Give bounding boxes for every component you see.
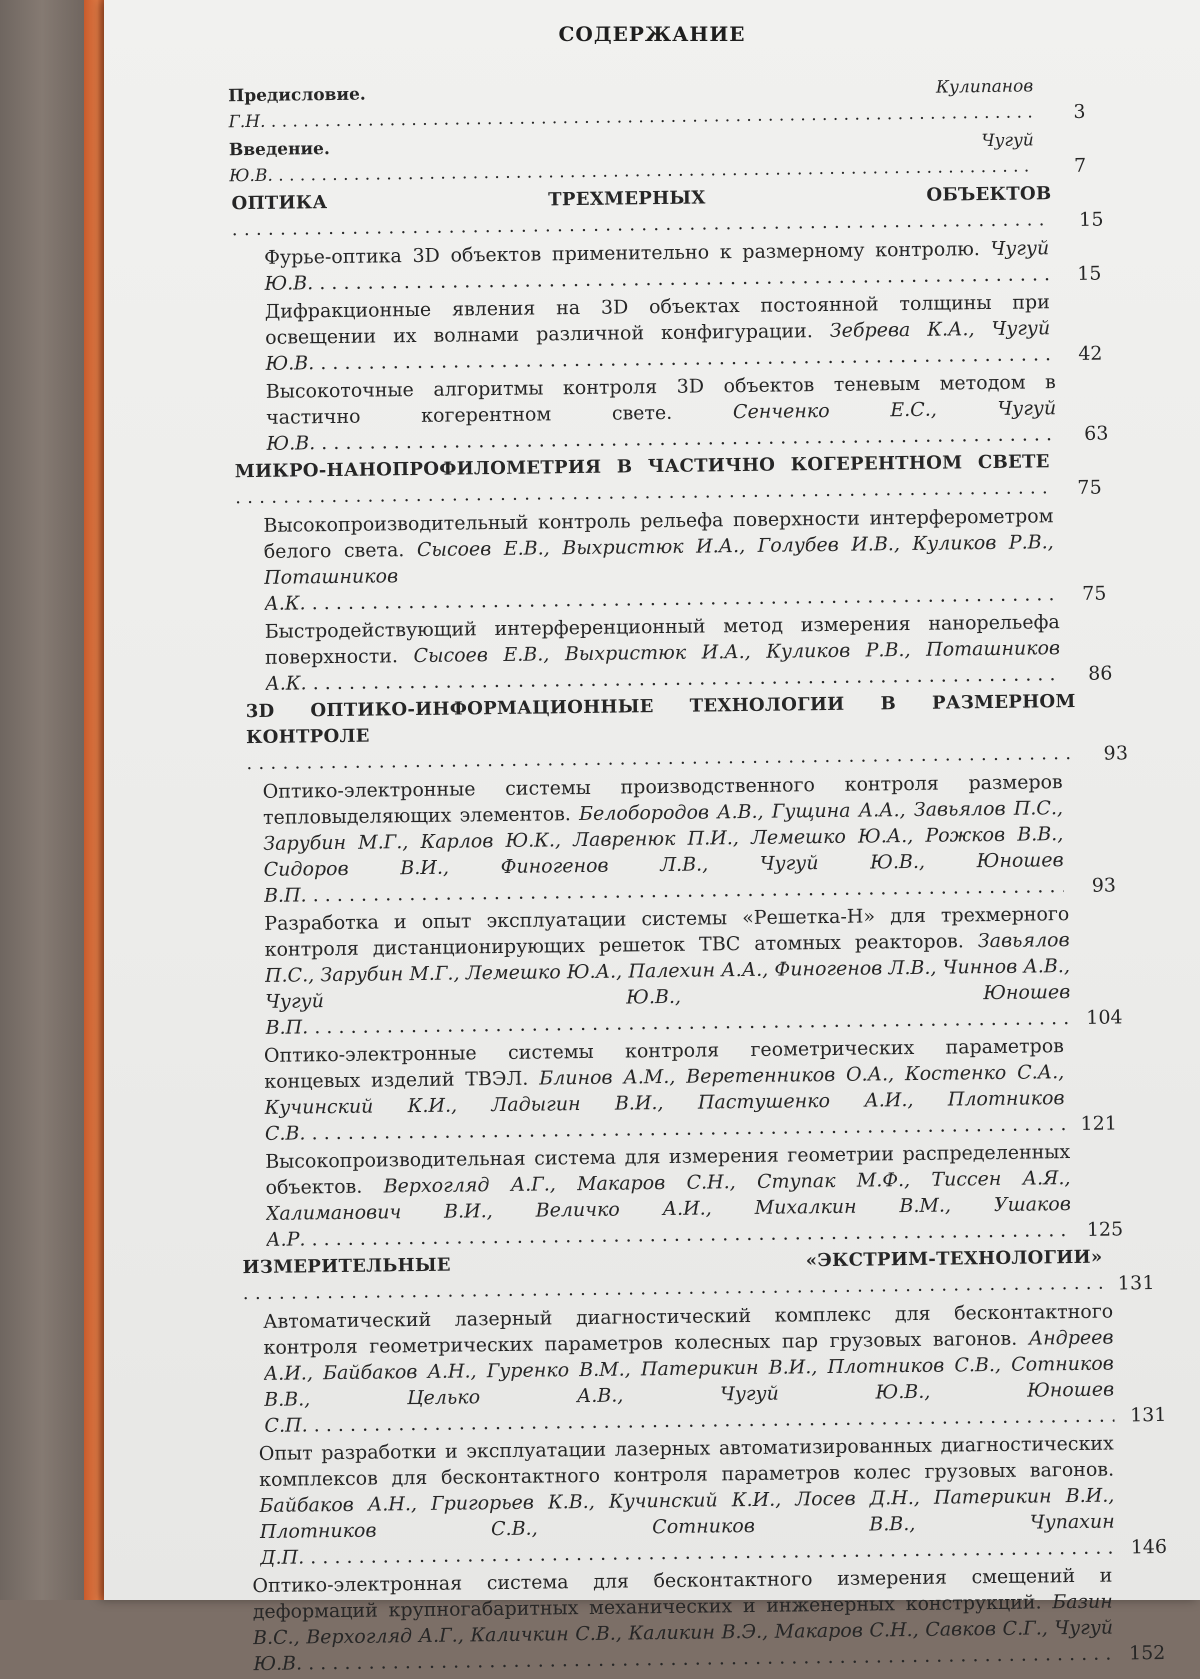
toc-entry [266,369,1109,457]
toc-entry-text [264,1033,1065,1147]
toc-entry-authors: Андреев А.И., Байбаков А.Н., Гуренко В.М., Патерикин В.И., Плотников С.В., Сотников В.В., Целько А.В., Чугуй Ю.В., Юношев С.П. . . . [264,1327,1115,1437]
toc-entry [228,73,1086,135]
toc-entry-authors: Белобородов А.В., Гущина А.А., Завьялов П.С., Зарубин М.Г., Карлов Ю.К., Лавренюк П.И., Лемешко Ю.А., Рожков В.В., Сидоров В.И., Финогенов Л.В., Чугуй Ю.В., Юношев В.П. . . . [263,797,1064,907]
toc-page-number: 131 [1117,1272,1155,1295]
toc-entry-authors: Зебрева К.А., Чугуй Ю.В. . . . [265,317,1050,375]
toc-section-heading [242,1244,1155,1307]
toc-entry [263,768,1117,908]
toc-entry [259,1430,1168,1571]
toc-entry-authors: Верхогляд А.Г., Макаров С.Н., Ступак М.Ф., Тиссен А.Я., Халиманович В.И., Величко А.И., Михалкин В.М., Ушаков А.Р. . . . [266,1167,1072,1251]
toc-entry-authors: Сысоев Е.В., Выхристюк И.А., Куликов Р.В., Поташников А.К. . . . [265,637,1060,695]
toc-page-number: 86 [1088,662,1113,685]
toc-entry [252,1562,1165,1677]
toc-entry-text [263,503,1054,617]
toc-entry-authors: Чугуй Ю.В. . . . [264,237,1049,295]
toc-entry-title: Разработка и опыт эксплуатации системы «Решетка-Н» для трехмерного контроля дистанционирующих решеток ТВС атомных реакторов. [264,903,1070,961]
toc-entry-title: Оптико-электронная система для бесконтактного измерения смещений и деформаций крупногабаритных механических и инженерных конструкций. [252,1564,1113,1624]
toc-entry-title: Высокопроизводительный контроль рельефа поверхности интерфеpометром белого света. [263,505,1054,563]
toc-entry-text [246,689,1077,777]
toc-entry-title: 3D ОПТИКО-ИНФОРМАЦИОННЫЕ ТЕХНОЛОГИИ В РАЗМЕРНОМ КОНТРОЛЕ [245,690,1076,749]
toc-entry [229,127,1087,189]
toc-entry-authors: Сысоев Е.В., Выхристюк И.А., Голубев И.В., Куликов Р.В., Поташников А.К. . . . [264,531,1055,615]
toc-entry-authors: Чугуй Ю.В. . . . [229,130,1034,186]
book-page [104,0,1200,1676]
toc-page-number: 93 [1091,874,1117,897]
toc-entry-text [252,1563,1113,1677]
toc-entry [264,235,1102,297]
toc-page-number: 125 [1086,1218,1124,1241]
toc-entry-title: Введение. [228,139,330,161]
toc-entry [265,1138,1123,1252]
toc-entry-text [229,127,1035,189]
toc-page-number: 75 [1082,582,1107,605]
toc-entry-authors: Блинов А.М., Веретенников О.А., Костенко С.А., Кучинский К.И., Ладыгин В.И., Пастушенко А.И., Плотников С.В. . . . [264,1061,1065,1145]
toc-entry-text [228,73,1034,135]
toc-entry-title: ИЗМЕРИТЕЛЬНЫЕ «ЭКСТРИМ-ТЕХНОЛОГИИ» [242,1246,1103,1279]
toc-entry-authors: Байбаков А.Н., Григорьев К.В., Кучинский К.И., Лосев Д.Н., Патерикин В.И., Плотников С.В., Сотников В.В., Чупахин Д.П. . . . [259,1485,1115,1569]
book-cover-orange-edge [84,0,106,1600]
toc-entry-title: Предисловие. [228,84,366,107]
toc-entry-text [242,1245,1103,1308]
toc-page-number: 152 [1128,1641,1166,1665]
toc-entry-title: Высокопроизводительная система для измерения геометрии распределенных объектов. [265,1141,1071,1199]
toc-entry-authors: Завьялов П.С., Зарубин М.Г., Лемешко Ю.А., Палехин А.А., Финогенов Л.В., Чиннов А.В., Чугуй Ю.В., Юношев В.П. . . . [265,929,1071,1039]
toc-entry-authors: Базин В.С., Верхогляд А.Г., Каличкин С.В., Каликин В.Э., Макаров С.Н., Савков С.Г., Чугуй Ю.В. . . . [253,1591,1114,1676]
toc-entry-title: МИКРО-НАНОПРОФИЛОМЕТРИЯ В ЧАСТИЧНО КОГЕРЕНТНОМ СВЕТЕ [234,451,1050,483]
toc-entry [265,609,1113,697]
toc-entry [264,900,1123,1040]
toc-page-number: 104 [1086,1006,1123,1029]
toc-entry-title: Оптико-электронные системы производственного контроля размеров тепловыделяющих элементов. [262,771,1063,829]
toc-entry-text [231,181,1052,243]
toc-entry-title: ОПТИКА ТРЕХМЕРНЫХ ОБЪЕКТОВ [231,183,1052,215]
toc-entry-text [263,769,1065,909]
toc-entry [265,289,1103,377]
toc-section-heading [235,449,1103,512]
toc-entry-text [235,449,1051,511]
toc-entry-title: Дифракционные явления на 3D объектах постоянной толщины при освещении их волнами различной конфигурации. [264,291,1050,349]
toc-page-number: 42 [1078,342,1103,365]
toc-page-number: 7 [1073,154,1087,177]
toc-section-heading [231,181,1104,244]
toc-page-number: 121 [1080,1112,1117,1135]
toc-page-number: 15 [1077,262,1102,285]
toc-entry [263,503,1106,617]
toc-entry-title: Оптико-электронные системы контроля геометрических параметров концевых изделий ТВЭЛ. [263,1035,1065,1093]
toc-entry-authors: Сенченко Е.С., Чугуй Ю.В. . . . [266,397,1056,455]
toc-entry-title: Фурье-оптика 3D объектов применительно к размерному контролю. [264,238,981,269]
toc-section-heading [246,688,1129,777]
toc-entry [264,1032,1117,1146]
toc-entry-title: Автоматический лазерный диагностический комплекс для бесконтактного контроля геометрических параметров колесных пар грузовых вагонов. [263,1300,1114,1359]
page-title: СОДЕРЖАНИЕ [558,22,746,46]
toc-page-number: 146 [1130,1535,1168,1559]
toc-entry-title: Высокоточные алгоритмы контроля 3D объектов теневым методом в частично когерентном свете. [265,371,1056,429]
toc-entry-text [265,609,1061,697]
toc-page-number: 131 [1130,1403,1167,1427]
toc-entry-text [265,289,1051,377]
toc-entry-text [265,1139,1071,1253]
toc-page-number: 75 [1077,476,1103,499]
toc-entry-text [264,235,1050,297]
toc-entry-authors: Кулипанов Г.Н. . . . [228,76,1033,132]
toc-page-number: 3 [1073,100,1086,123]
toc-entry-authors [246,737,1076,774]
toc-entry-title: Быстродействующий интерференционный метод измерения нанорельефа поверхности. [264,611,1060,669]
toc-entry-text [259,1431,1116,1571]
toc-entry-text [266,369,1057,457]
toc-page-number: 63 [1084,422,1109,445]
toc-entry [263,1298,1167,1439]
toc-entry-text [263,1299,1115,1439]
toc-entry-text [264,901,1071,1041]
table-of-contents [228,72,1169,1679]
toc-page-number: 93 [1103,742,1129,765]
toc-page-number: 15 [1078,208,1104,231]
toc-entry-title: Опыт разработки и эксплуатации лазерных автоматизированных диагностических комплексов для бесконтактного контроля параметров колес грузовых вагонов. [258,1432,1115,1491]
